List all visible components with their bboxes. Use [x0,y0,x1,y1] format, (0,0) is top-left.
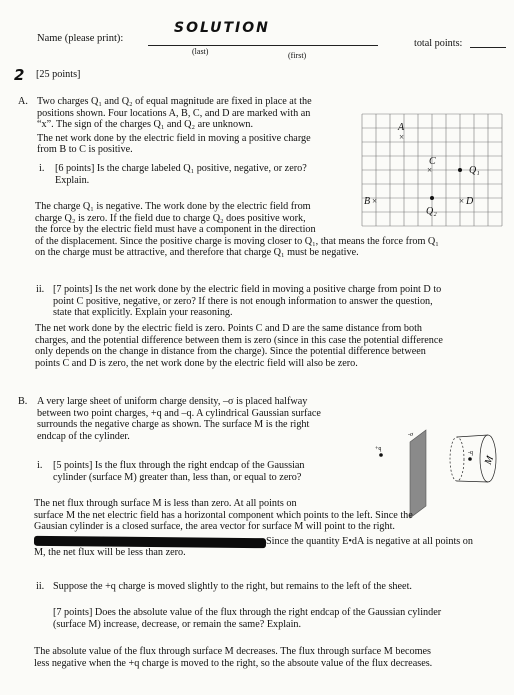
marker-b: × [372,196,378,206]
text-line: surface M the net electric field has a horizontal component which points to the left. Since the [34,509,413,521]
text-line: the force by the electric field must have a component in the direction [35,224,316,236]
cylinder-left-cap [450,437,464,481]
text-line: The absolute value of the flux through surface M decreases. The flux through surface M becomes [34,646,431,657]
text-line: positions shown. Four locations A, B, C, and D are marked with an [37,107,311,119]
text-line: charges, and the potential difference between them is zero (since in this case the potential difference [35,334,443,346]
label-m: M [482,454,497,467]
marker-c: × [427,165,433,175]
problem-points: [25 points] [36,69,81,80]
text-line: point C positive, negative, or zero? If there is not enough information to answer the question, [53,295,433,307]
text-line: on the charge must be attractive, and therefore that charge Q₁ must be negative. [35,247,359,259]
charge-grid-figure [358,110,514,234]
label-d: D [466,196,474,207]
charge-q1-dot [458,168,462,172]
part-b-q2-text: Suppose the +q charge is moved slightly to the right, but remains to the left of the sheet. [53,581,412,592]
part-b-a1-tail: Since the quantity E•dA is negative at all points on [266,536,473,547]
marker-d: × [459,196,465,206]
label-q2: Q₂ [426,206,437,217]
total-points-label: total points: [414,38,463,49]
part-b-a1-last: M, the net flux will be less than zero. [34,547,186,558]
label-q1: Q₁ [469,165,480,176]
text-line: state that explicitly. Explain your reasoning. [53,307,233,319]
text-line: endcap of the cylinder. [37,430,130,442]
text-line: The net work done by the electric field in moving a positive charge [37,132,311,144]
text-line: cylinder (surface M) greater than, less than, or equal to zero? [53,471,302,483]
text-line: Two charges Q₁ and Q₂ of equal magnitude are fixed in place at the [37,96,312,107]
part-b-q1-number: i. [37,460,43,471]
text-line: only depends on the change in distance from the charge). Since the potential difference between [35,346,426,358]
part-a-q2-text [53,284,441,319]
part-b-intro [37,396,321,442]
part-b-q2b-text [53,607,441,630]
charge-minus-q-dot [468,457,472,461]
cylinder-bottom-edge [457,481,488,482]
text-line: The net work done by the electric field is zero. Points C and D are the same distance from both [35,323,423,334]
text-line: (surface M) increase, decrease, or remain the same? Explain. [53,618,302,630]
text-line: charge Q₂ is zero. If the field due to charge Q₂ does positive work, [35,212,306,224]
cylinder-top-edge [457,435,488,437]
text-line: of the displacement. Since the positive charge is moving closer to Q₁, that means the force from Q₁ [35,235,439,247]
charge-q2-dot [430,196,434,200]
text-line: Gausian cylinder is a closed surface, the area vector for surface M will point to the right. [34,521,395,533]
name-line [148,45,378,46]
label-minus-q: -q [468,450,473,456]
charge-plus-q-dot [379,453,383,457]
text-line: from B to C is positive. [37,144,133,156]
text-line: Explain. [55,174,90,186]
text-line: between two point charges, +q and –q. A cylindrical Gaussian surface [37,407,321,419]
label-a: A [398,122,405,133]
part-a-q2-number: ii. [36,284,45,295]
text-line: [6 points] Is the charge labeled Q₁ positive, negative, or zero? [55,163,307,174]
part-a-q1-number: i. [39,163,45,174]
text-line: [7 points] Is the net work done by the electric field in moving a positive charge from point D to [53,284,442,295]
text-line: [5 points] Is the flux through the right endcap of the Gaussian [53,460,305,471]
last-label: (last) [192,47,209,56]
text-line: surrounds the negative charge as shown. The surface M is the right [37,419,310,431]
text-line: The net flux through surface M is less than zero. At all points on [34,498,297,509]
label-c: C [429,156,436,167]
problem-number: 2 [14,66,25,84]
part-a-a2 [35,323,443,369]
first-label: (first) [288,51,307,60]
text-line: A very large sheet of uniform charge density, –σ is placed halfway [37,396,308,407]
label-plus-q: +q [375,446,382,452]
marker-a: × [399,132,405,142]
part-a-intro [37,96,312,156]
text-line: points C and D is zero, the net work done by the electric field will also be zero. [35,357,358,369]
text-line: less negative when the +q charge is moved to the right, so the absoute value of the flux decreases. [34,657,433,669]
part-b-q2-number: ii. [36,581,45,592]
part-b-q1-text [53,460,305,483]
part-a-letter: A. [18,96,28,107]
text-line: The charge Q₁ is negative. The work done by the electric field from [35,201,311,212]
part-b-a1 [34,498,413,533]
total-points-line [470,47,506,48]
part-a-q1-text [55,163,307,186]
part-b-letter: B. [18,396,28,407]
student-name: SOLUTION [174,20,270,36]
part-b-a2 [34,646,432,669]
text-line: “x”. The sign of the charges Q₁ and Q₂ are unknown. [37,119,254,131]
name-label: Name (please print): [37,33,124,44]
label-b: B [364,196,371,207]
text-line: [7 points] Does the absolute value of the flux through the right endcap of the Gaussian cylinder [53,607,442,618]
label-sigma: -σ [408,432,413,438]
